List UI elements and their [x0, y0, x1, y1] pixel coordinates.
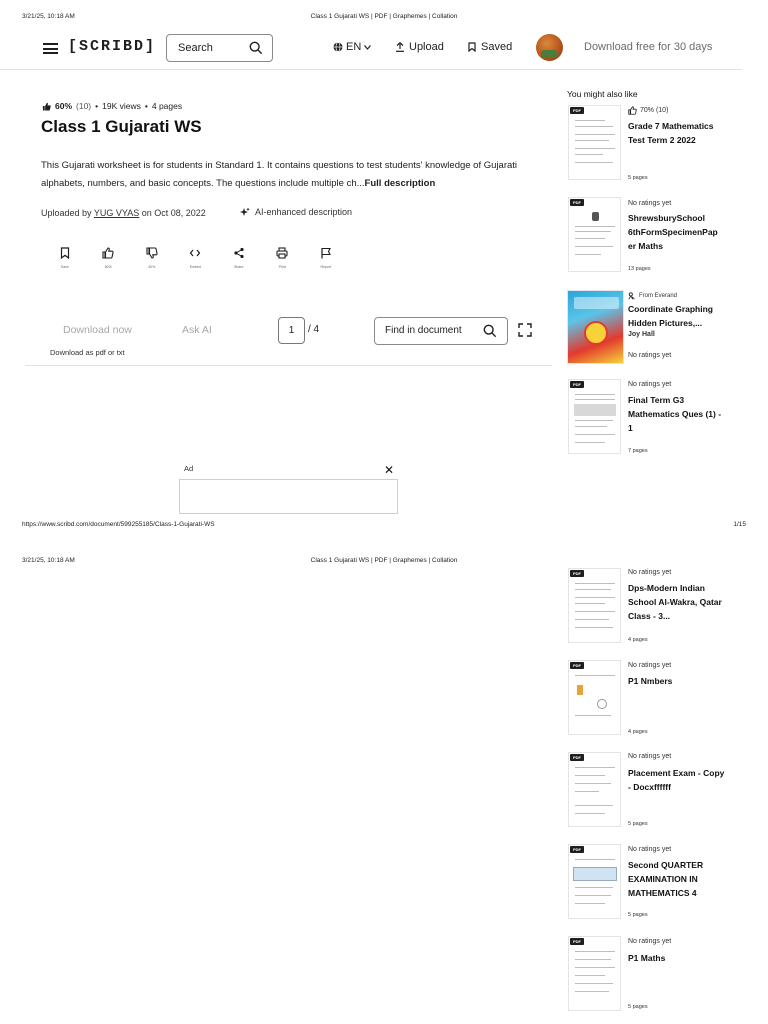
- related-doc-title[interactable]: ShrewsburySchool 6thFormSpecimenPap er Maths: [628, 213, 718, 251]
- like-action-button[interactable]: [87, 247, 131, 269]
- download-now-button[interactable]: Download now: [63, 324, 132, 336]
- related-doc-thumbnail[interactable]: [568, 105, 621, 180]
- related-doc-title[interactable]: Second QUARTER EXAMINATION IN MATHEMATICS 4: [628, 860, 704, 898]
- dislike-action-button[interactable]: [130, 247, 174, 269]
- related-doc-thumbnail[interactable]: [568, 379, 621, 454]
- share-icon: [233, 247, 245, 259]
- related-doc-title[interactable]: Dps-Modern Indian School Al-Wakra, Qatar Class - 3...: [628, 583, 722, 621]
- related-doc-rating: No ratings yet: [628, 381, 672, 388]
- ai-enhanced-description[interactable]: [240, 207, 352, 217]
- book-author[interactable]: Joy Hall: [628, 331, 655, 338]
- share-action-button[interactable]: [217, 247, 261, 269]
- page-count: 4 pages: [151, 101, 183, 111]
- fullscreen-icon[interactable]: [518, 323, 532, 337]
- thumbs-up-icon: [628, 106, 637, 115]
- action-label: Embed: [189, 265, 201, 269]
- bookmark-icon: [468, 42, 476, 52]
- related-doc-thumbnail[interactable]: [568, 752, 621, 827]
- sparkle-icon: [240, 207, 250, 217]
- print-datetime: 3/21/25, 10:18 AM: [22, 557, 75, 564]
- action-label: 40%: [148, 265, 156, 269]
- pdf-badge: PDF: [570, 107, 584, 114]
- pdf-badge: PDF: [570, 570, 584, 577]
- search-icon: [483, 324, 497, 338]
- download-format-note: Download as pdf or txt: [50, 348, 125, 357]
- uploaded-by-prefix: Uploaded by: [41, 208, 92, 218]
- source-text: From Everand: [639, 293, 678, 299]
- related-doc-rating: No ratings yet: [628, 200, 672, 207]
- thumbs-up-icon: [102, 247, 114, 259]
- related-doc-pages: 5 pages: [628, 175, 648, 181]
- print-datetime: 3/21/25, 10:18 AM: [22, 13, 75, 20]
- close-ad-icon[interactable]: ✕: [384, 463, 395, 477]
- rating-percent: 60%: [55, 101, 73, 111]
- saved-label: Saved: [481, 41, 513, 53]
- action-label: Save: [60, 265, 69, 269]
- code-icon: [189, 247, 201, 259]
- view-count: 19K views: [102, 101, 141, 111]
- upload-button[interactable]: [395, 41, 444, 53]
- user-avatar[interactable]: [536, 34, 563, 61]
- uploaded-by: [41, 208, 206, 218]
- print-url: https://www.scribd.com/document/599255185/Class-1-Gujarati-WS: [22, 521, 215, 528]
- scribd-logo[interactable]: [SCRIBD]: [68, 38, 157, 55]
- hamburger-menu-icon[interactable]: [43, 43, 58, 54]
- search-placeholder: Search: [178, 42, 213, 54]
- action-label: Report: [320, 265, 331, 269]
- related-doc-pages: 5 pages: [628, 912, 648, 918]
- action-label: Share: [234, 265, 244, 269]
- pdf-badge: PDF: [570, 662, 584, 669]
- document-toolbar: [25, 310, 552, 366]
- full-description-link[interactable]: Full description: [364, 178, 436, 189]
- related-doc-rating: No ratings yet: [628, 569, 672, 576]
- embed-action-button[interactable]: [174, 247, 218, 269]
- related-doc-title[interactable]: Final Term G3 Mathematics Ques (1) - 1: [628, 395, 722, 433]
- find-in-document-button[interactable]: [374, 317, 508, 345]
- related-doc-thumbnail[interactable]: [568, 197, 621, 272]
- separator-dot: •: [144, 101, 148, 111]
- everand-book-cover[interactable]: [567, 290, 624, 364]
- uploader-link[interactable]: YUG VYAS: [93, 208, 140, 218]
- print-page-number: 1/15: [733, 521, 746, 528]
- related-doc-title[interactable]: Coordinate Graphing Hidden Pictures,...: [628, 304, 713, 328]
- find-label: Find in document: [385, 325, 462, 336]
- print-icon: [276, 247, 288, 259]
- related-doc-title[interactable]: Grade 7 Mathematics Test Term 2 2022: [628, 121, 714, 145]
- print-page-title: Class 1 Gujarati WS | PDF | Graphemes | Collation: [310, 13, 458, 20]
- print-action-button[interactable]: [261, 247, 305, 269]
- related-doc-title[interactable]: P1 Maths: [628, 953, 666, 963]
- related-heading: You might also like: [567, 89, 638, 99]
- document-actions: [43, 247, 348, 269]
- related-doc-title[interactable]: Placement Exam - Copy - Docxffffff: [628, 768, 725, 792]
- report-action-button[interactable]: [304, 247, 348, 269]
- separator-dot: •: [95, 101, 99, 111]
- related-doc-rating: No ratings yet: [628, 753, 672, 760]
- document-stats: [42, 101, 182, 111]
- chevron-down-icon: [364, 45, 371, 50]
- related-doc-title[interactable]: P1 Nmbers: [628, 676, 673, 686]
- thumbs-up-filled-icon: [42, 102, 51, 111]
- ask-ai-button[interactable]: Ask AI: [182, 324, 212, 336]
- related-doc-thumbnail[interactable]: [568, 844, 621, 919]
- action-label: 60%: [104, 265, 112, 269]
- ad-slot: [179, 479, 398, 514]
- flag-icon: [320, 247, 332, 259]
- pdf-badge: PDF: [570, 199, 584, 206]
- related-doc-pages: 7 pages: [628, 448, 648, 454]
- related-doc-rating: [628, 106, 668, 115]
- pdf-badge: PDF: [570, 381, 584, 388]
- related-doc-rating: No ratings yet: [628, 352, 672, 359]
- document-title: Class 1 Gujarati WS: [41, 117, 202, 136]
- ai-description-label: AI-enhanced description: [255, 207, 353, 217]
- related-doc-pages: 4 pages: [628, 729, 648, 735]
- everand-icon: [628, 292, 636, 300]
- thumbs-down-icon: [146, 247, 158, 259]
- save-action-button[interactable]: [43, 247, 87, 269]
- globe-icon: [333, 42, 343, 52]
- ad-label: Ad: [184, 464, 194, 473]
- related-doc-thumbnail[interactable]: [568, 936, 621, 1011]
- search-icon[interactable]: [249, 41, 263, 55]
- rating-count: (10): [76, 101, 92, 111]
- saved-button[interactable]: [468, 41, 512, 53]
- print-page-title: Class 1 Gujarati WS | PDF | Graphemes | Collation: [310, 557, 458, 564]
- pdf-badge: PDF: [570, 754, 584, 761]
- related-doc-pages: 4 pages: [628, 637, 648, 643]
- top-nav: [0, 28, 742, 70]
- pdf-badge: PDF: [570, 938, 584, 945]
- everand-source: [628, 292, 677, 300]
- related-doc-rating: No ratings yet: [628, 662, 672, 669]
- description-text: This Gujarati worksheet is for students in Standard 1. It contains questions to test students' knowledge of Gujarati alphabets, numbers, and basic concepts. The questions include multiple ch...: [41, 160, 518, 189]
- bookmark-icon: [59, 247, 71, 259]
- pdf-badge: PDF: [570, 846, 584, 853]
- related-doc-pages: 5 pages: [628, 821, 648, 827]
- upload-date: on Oct 08, 2022: [141, 208, 206, 218]
- page-total: / 4: [308, 324, 320, 335]
- related-doc-pages: 5 pages: [628, 1004, 648, 1010]
- related-doc-rating: No ratings yet: [628, 938, 672, 945]
- upload-label: Upload: [409, 41, 444, 53]
- related-doc-thumbnail[interactable]: [568, 660, 621, 735]
- document-description: [41, 157, 553, 193]
- page-number-input[interactable]: 1: [278, 317, 305, 344]
- related-doc-pages: 13 pages: [628, 266, 651, 272]
- related-doc-rating: No ratings yet: [628, 846, 672, 853]
- language-selector[interactable]: [333, 41, 371, 53]
- search-input[interactable]: [166, 34, 273, 62]
- related-doc-thumbnail[interactable]: [568, 568, 621, 643]
- upload-icon: [395, 42, 405, 52]
- rating-text: 70% (10): [640, 107, 669, 114]
- action-label: Print: [278, 265, 286, 269]
- language-label: EN: [346, 41, 362, 53]
- free-trial-link[interactable]: Download free for 30 days: [584, 41, 713, 53]
